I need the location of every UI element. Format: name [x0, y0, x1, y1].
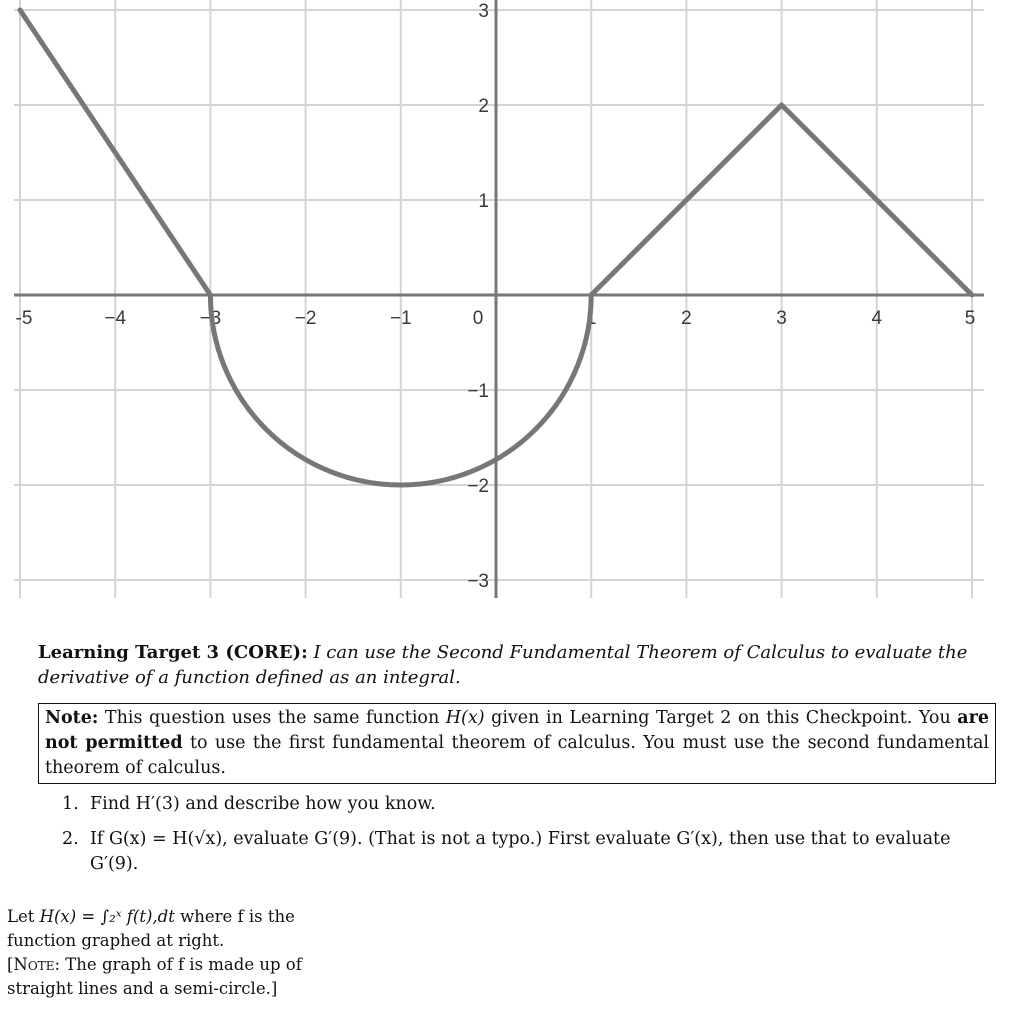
x-tick-label: 3	[776, 308, 787, 329]
x-tick-label: 0	[472, 308, 484, 329]
y-tick-label: 2	[478, 96, 489, 117]
note-text-3: to use the first fundamental theorem of calculus. You must use the second fundamental theorem of calculus.	[45, 733, 989, 778]
given-note-text: The graph of f is made up of straight lines and a semi-circle.]	[7, 955, 302, 998]
question-number: 1.	[62, 794, 79, 814]
x-tick-label: −1	[389, 308, 412, 329]
y-tick-label: −3	[467, 571, 489, 592]
question-text: Find H′(3) and describe how you know.	[90, 794, 436, 814]
question-number: 2.	[62, 829, 79, 849]
x-tick-label: −2	[294, 308, 317, 329]
note-label: Note:	[45, 708, 99, 728]
given-note-label: [Note:	[7, 955, 61, 974]
note-box	[38, 703, 996, 784]
y-tick-label: 1	[478, 191, 489, 212]
axes	[14, 0, 984, 598]
x-tick-label: 1	[585, 308, 597, 329]
y-tick-label: −1	[467, 381, 489, 402]
x-tick-label: -5	[15, 308, 33, 329]
given-prefix: Let	[7, 907, 35, 926]
question-text: If G(x) = H(√x), evaluate G′(9). (That is not a typo.) First evaluate G′(x), then use that to evaluate G′(9).	[90, 829, 951, 874]
learning-target-statement: I can use the Second Fundamental Theorem of Calculus to evaluate the derivative of a function defined as an integral.	[38, 642, 968, 688]
x-tick-label: 5	[964, 308, 976, 329]
x-tick-label: 4	[871, 308, 883, 329]
learning-target	[38, 640, 988, 690]
y-tick-label: 3	[478, 1, 489, 22]
given-integral: H(x) = ∫₂ˣ f(t),dt	[39, 907, 175, 926]
note-text-2: given in Learning Target 2 on this Checkpoint. You	[491, 708, 951, 728]
x-tick-label: −3	[199, 308, 222, 329]
question-list	[62, 792, 987, 887]
note-bold: are not permitted	[45, 708, 989, 753]
note-text-1: This question uses the same function	[104, 708, 440, 728]
x-tick-label: 2	[681, 308, 692, 329]
y-tick-label: −2	[467, 476, 489, 497]
grid-lines	[14, 0, 984, 598]
note-func: H(x)	[445, 708, 485, 728]
given-suffix: where f is the function graphed at right.	[7, 907, 295, 950]
question-item	[62, 792, 987, 817]
learning-target-label: Learning Target 3 (CORE):	[38, 642, 308, 663]
given-definition	[7, 905, 327, 1001]
question-item	[62, 827, 987, 877]
x-tick-label: −4	[104, 308, 127, 329]
